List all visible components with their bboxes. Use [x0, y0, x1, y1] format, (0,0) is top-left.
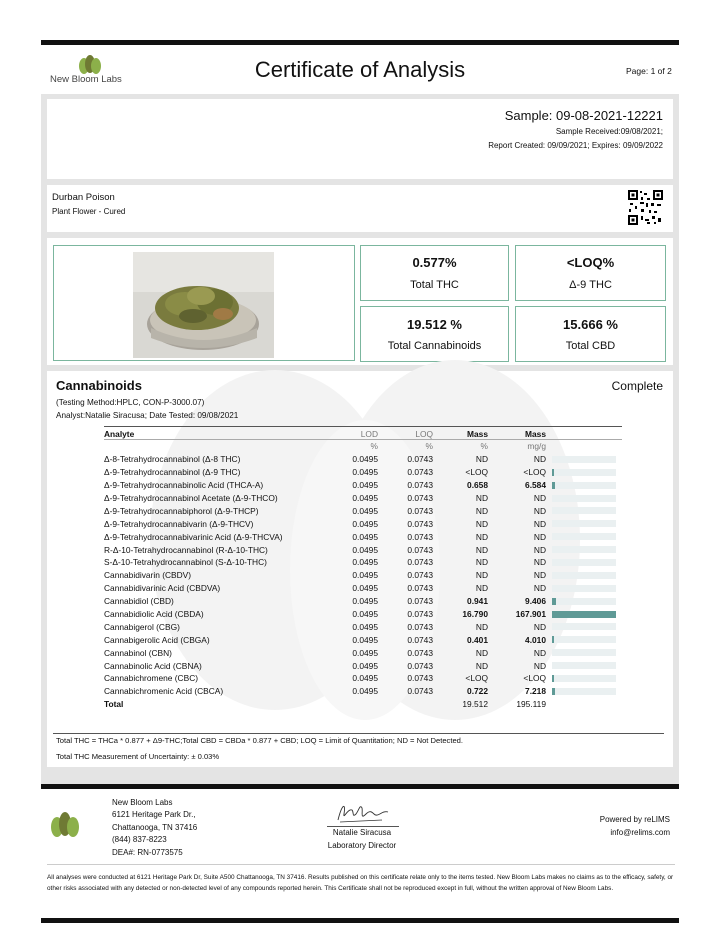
col-bar — [552, 427, 624, 440]
bottom-rule — [41, 918, 679, 923]
table-row — [104, 633, 624, 646]
mass-bar-cell — [552, 633, 624, 646]
stat-total-thc-label: Total THC — [410, 279, 459, 291]
lab-logo-text: New Bloom Labs — [50, 74, 122, 85]
unit-mass-pct: % — [480, 441, 488, 452]
signatory-name: Natalie Siracusa — [332, 828, 392, 837]
mass-mg-value: ND — [533, 570, 546, 581]
table-bottom-rule — [53, 733, 664, 734]
mass-bar-track — [552, 611, 616, 618]
mass-mg-value: ND — [533, 621, 546, 632]
mass-bar-cell — [552, 608, 624, 621]
table-header-row — [104, 427, 624, 440]
lab-address-street: 6121 Heritage Park Dr., — [112, 810, 196, 820]
loq-value: 0.0743 — [407, 686, 433, 697]
mass-pct-value: ND — [475, 531, 488, 542]
loq-value: 0.0743 — [407, 531, 433, 542]
mass-bar-track — [552, 585, 616, 592]
stat-total-cbd-label: Total CBD — [565, 340, 616, 352]
lod-value: 0.0495 — [352, 531, 378, 542]
table-row — [104, 530, 624, 543]
signature-line — [327, 826, 399, 827]
mass-pct-value: 0.941 — [467, 596, 488, 607]
analyte-name: Δ-9-Tetrahydrocannabiphorol (Δ-9-THCP) — [104, 505, 259, 516]
mass-bar-track — [552, 649, 616, 656]
mass-bar-cell — [552, 466, 624, 479]
mass-pct-value: ND — [475, 621, 488, 632]
mass-bar-track — [552, 636, 616, 643]
cannabinoids-table — [104, 427, 624, 711]
stat-total-thc-value: 0.577% — [412, 255, 457, 270]
sample-received: Sample Received:09/08/2021; — [555, 127, 663, 136]
analyte-name: Δ-8-Tetrahydrocannabinol (Δ-8 THC) — [104, 454, 241, 465]
mass-pct-value: ND — [475, 544, 488, 555]
col-analyte: Analyte — [104, 428, 135, 439]
table-row — [104, 453, 624, 466]
loq-value: 0.0743 — [407, 596, 433, 607]
table-row — [104, 543, 624, 556]
col-mass-pct: Mass — [467, 428, 488, 439]
footer-logo — [48, 810, 82, 840]
mass-bar-cell — [552, 646, 624, 659]
disclaimer: All analyses were conducted at 6121 Heritage Park Dr, Suite A500 Chattanooga, TN 37416. Results published on this certificate relate only to the items tested. New Bloom Labs makes no claims as to the efficacy, safety, or other risks associated with any detected or non-detected level of any compounds reported herein. This Certificate shall not be reproduced except in full, without the written approval of New Bloom Labs. — [47, 874, 674, 892]
loq-value: 0.0743 — [407, 480, 433, 491]
mass-mg-value: ND — [533, 505, 546, 516]
loq-value: 0.0743 — [407, 557, 433, 568]
lod-value: 0.0495 — [352, 686, 378, 697]
lod-value: 0.0495 — [352, 647, 378, 658]
analyte-name: Δ-9-Tetrahydrocannabinolic Acid (THCA-A) — [104, 480, 264, 491]
loq-value: 0.0743 — [407, 493, 433, 503]
mass-bar-cell — [552, 492, 624, 505]
mass-bar-cell — [552, 685, 624, 698]
stat-total-cbd-value: 15.666 % — [563, 317, 618, 332]
lab-address — [112, 797, 197, 859]
loq-value: 0.0743 — [407, 583, 433, 594]
document-title: Certificate of Analysis — [254, 57, 466, 82]
stat-total-cannabinoids-value: 19.512 % — [407, 317, 462, 332]
mass-bar-track — [552, 559, 616, 566]
mass-bar-track — [552, 533, 616, 540]
qr-code — [627, 189, 664, 226]
table-row — [104, 479, 624, 492]
lab-logo — [50, 54, 130, 86]
mass-mg-value: ND — [533, 647, 546, 658]
loq-value: 0.0743 — [407, 467, 433, 478]
analyte-name: Cannabinolic Acid (CBNA) — [104, 660, 202, 671]
mass-bar-fill — [552, 688, 555, 695]
mass-bar-track — [552, 469, 616, 476]
mass-pct-value: 0.722 — [467, 686, 488, 697]
table-units-row — [104, 440, 624, 453]
stat-total-thc — [360, 245, 509, 301]
lab-phone: (844) 837-8223 — [112, 835, 167, 845]
mass-bar-track — [552, 688, 616, 695]
mass-bar-track — [552, 623, 616, 630]
analyte-name: Cannabichromene (CBC) — [104, 673, 199, 684]
product-info-box — [47, 185, 673, 232]
powered-by: Powered by reLIMS — [599, 815, 670, 824]
mass-mg-value: ND — [533, 518, 546, 529]
analyte-name: R-Δ-10-Tetrahydrocannabinol (R-Δ-10-THC) — [104, 544, 268, 555]
lod-value: 0.0495 — [352, 621, 378, 632]
lod-value: 0.0495 — [352, 518, 378, 529]
analyte-name: Cannabidivarin (CBDV) — [104, 570, 192, 581]
sample-id: Sample: 09-08-2021-12221 — [504, 108, 663, 123]
analyte-name: Δ-9-Tetrahydrocannabinol (Δ-9 THC) — [104, 467, 241, 478]
mass-bar-cell — [552, 504, 624, 517]
analyte-name: Cannabigerol (CBG) — [104, 621, 180, 632]
analyte-name: Cannabichromenic Acid (CBCA) — [104, 686, 224, 697]
mass-pct-value: ND — [475, 660, 488, 671]
footer-rule — [41, 784, 679, 789]
mass-mg-value: ND — [533, 557, 546, 568]
loq-value: 0.0743 — [407, 570, 433, 581]
product-type: Plant Flower - Cured — [52, 207, 126, 216]
lab-address-city: Chattanooga, TN 37416 — [112, 822, 198, 832]
col-mass-mg: Mass — [525, 428, 546, 439]
mass-pct-value: ND — [475, 493, 488, 503]
analyst-info: Analyst:Natalie Siracusa; Date Tested: 09/08/2021 — [56, 411, 239, 420]
lod-value: 0.0495 — [352, 467, 378, 478]
mass-bar-cell — [552, 479, 624, 492]
mass-bar-track — [552, 662, 616, 669]
stat-d9-thc-value: <LOQ% — [566, 255, 615, 270]
table-row — [104, 672, 624, 685]
mass-bar-track — [552, 456, 616, 463]
lab-dea: DEA#: RN-0773575 — [112, 847, 183, 857]
powered-email: info@relims.com — [610, 828, 670, 837]
table-row — [104, 620, 624, 633]
mass-bar-cell — [552, 620, 624, 633]
analyte-name: Δ-9-Tetrahydrocannabinol Acetate (Δ-9-THCO) — [104, 493, 278, 503]
stat-d9-thc-label: Δ-9 THC — [569, 279, 612, 291]
mass-mg-value: 6.584 — [525, 480, 546, 491]
mass-bar-cell — [552, 595, 624, 608]
table-row — [104, 556, 624, 569]
footer-divider — [47, 864, 675, 865]
table-row — [104, 595, 624, 608]
mass-bar-cell — [552, 659, 624, 672]
unit-loq: % — [425, 441, 433, 452]
mass-pct-value: ND — [475, 557, 488, 568]
table-row — [104, 659, 624, 672]
loq-value: 0.0743 — [407, 660, 433, 671]
lab-address-name: New Bloom Labs — [112, 798, 173, 807]
sample-photo-image — [133, 252, 274, 358]
loq-value: 0.0743 — [407, 505, 433, 516]
report-dates: Report Created: 09/09/2021; Expires: 09/09/2022 — [488, 141, 663, 150]
mass-bar-track — [552, 572, 616, 579]
calculation-note: Total THC = THCa * 0.877 + Δ9-THC;Total CBD = CBDa * 0.877 + CBD; LOQ = Limit of Quantitation; ND = Not Detected. — [56, 736, 464, 745]
total-pct: 19.512 — [462, 699, 488, 710]
mass-pct-value: ND — [475, 518, 488, 529]
lod-value: 0.0495 — [352, 544, 378, 555]
mass-mg-value: 7.218 — [525, 686, 546, 697]
uncertainty-note: Total THC Measurement of Uncertainty: ± 0.03% — [56, 752, 220, 761]
mass-bar-fill — [552, 469, 554, 476]
lod-value: 0.0495 — [352, 454, 378, 465]
lod-value: 0.0495 — [352, 673, 378, 684]
mass-bar-fill — [552, 482, 555, 489]
lod-value: 0.0495 — [352, 634, 378, 645]
mass-bar-fill — [552, 675, 554, 682]
total-label: Total — [104, 699, 124, 710]
mass-bar-cell — [552, 530, 624, 543]
loq-value: 0.0743 — [407, 647, 433, 658]
mass-pct-value: <LOQ — [465, 673, 488, 684]
mass-mg-value: ND — [533, 544, 546, 555]
analyte-name: Δ-9-Tetrahydrocannabivarin (Δ-9-THCV) — [104, 518, 254, 529]
mass-bar-track — [552, 507, 616, 514]
table-row — [104, 608, 624, 621]
unit-mass-mg: mg/g — [527, 441, 546, 452]
mass-pct-value: 0.658 — [467, 480, 488, 491]
testing-method: (Testing Method:HPLC, CON-P-3000.07) — [56, 398, 205, 407]
table-row — [104, 466, 624, 479]
mass-mg-value: ND — [533, 583, 546, 594]
mass-mg-value: ND — [533, 493, 546, 503]
mass-mg-value: 167.901 — [515, 609, 546, 620]
mass-bar-cell — [552, 453, 624, 466]
stat-total-cannabinoids-label: Total Cannabinoids — [387, 340, 482, 352]
lod-value: 0.0495 — [352, 493, 378, 503]
loq-value: 0.0743 — [407, 621, 433, 632]
analyte-name: Cannabidiol (CBD) — [104, 596, 174, 607]
lod-value: 0.0495 — [352, 480, 378, 491]
table-row — [104, 492, 624, 505]
analyte-name: S-Δ-10-Tetrahydrocannabinol (S-Δ-10-THC) — [104, 557, 267, 568]
table-row — [104, 517, 624, 530]
mass-mg-value: <LOQ — [523, 467, 546, 478]
mass-pct-value: ND — [475, 454, 488, 465]
top-rule — [41, 40, 679, 45]
cannabinoids-title: Cannabinoids — [56, 378, 142, 393]
mass-bar-track — [552, 482, 616, 489]
mass-pct-value: ND — [475, 505, 488, 516]
mass-bar-cell — [552, 569, 624, 582]
stat-total-cannabinoids — [360, 306, 509, 362]
mass-mg-value: ND — [533, 454, 546, 465]
page-number: Page: 1 of 2 — [626, 66, 672, 76]
mass-pct-value: ND — [475, 647, 488, 658]
mass-bar-fill — [552, 636, 554, 643]
mass-mg-value: 4.010 — [525, 634, 546, 645]
lod-value: 0.0495 — [352, 609, 378, 620]
signature-image — [332, 800, 392, 826]
mass-pct-value: 0.401 — [467, 634, 488, 645]
mass-bar-track — [552, 546, 616, 553]
mass-bar-cell — [552, 517, 624, 530]
mass-bar-track — [552, 675, 616, 682]
table-total-row — [104, 698, 624, 711]
mass-bar-cell — [552, 672, 624, 685]
cannabinoids-status: Complete — [611, 379, 663, 393]
table-row — [104, 685, 624, 698]
loq-value: 0.0743 — [407, 634, 433, 645]
signatory-title: Laboratory Director — [327, 841, 397, 850]
signature — [332, 800, 392, 826]
mass-bar-track — [552, 598, 616, 605]
lab-logo-icon — [75, 54, 105, 76]
mass-mg-value: <LOQ — [523, 673, 546, 684]
lod-value: 0.0495 — [352, 557, 378, 568]
mass-mg-value: ND — [533, 660, 546, 671]
stat-total-cbd — [515, 306, 666, 362]
loq-value: 0.0743 — [407, 544, 433, 555]
mass-bar-track — [552, 520, 616, 527]
table-row — [104, 569, 624, 582]
mass-bar-fill — [552, 598, 556, 605]
mass-bar-fill — [552, 611, 616, 618]
footer-logo-icon — [48, 810, 82, 840]
sample-photo — [133, 252, 274, 358]
analyte-name: Cannabidivarinic Acid (CBDVA) — [104, 583, 221, 594]
analyte-name: Cannabigerolic Acid (CBGA) — [104, 634, 210, 645]
mass-bar-cell — [552, 543, 624, 556]
mass-pct-value: ND — [475, 583, 488, 594]
lod-value: 0.0495 — [352, 505, 378, 516]
loq-value: 0.0743 — [407, 518, 433, 529]
mass-bar-cell — [552, 582, 624, 595]
col-lod: LOD — [360, 428, 378, 439]
lod-value: 0.0495 — [352, 596, 378, 607]
unit-lod: % — [370, 441, 378, 452]
analyte-name: Cannabinol (CBN) — [104, 647, 172, 658]
mass-mg-value: 9.406 — [525, 596, 546, 607]
mass-mg-value: ND — [533, 531, 546, 542]
loq-value: 0.0743 — [407, 609, 433, 620]
qr-code-image — [627, 189, 664, 226]
table-row — [104, 582, 624, 595]
analyte-name: Cannabidiolic Acid (CBDA) — [104, 609, 204, 620]
stat-d9-thc — [515, 245, 666, 301]
loq-value: 0.0743 — [407, 673, 433, 684]
lod-value: 0.0495 — [352, 570, 378, 581]
mass-pct-value: 16.790 — [462, 609, 488, 620]
mass-pct-value: <LOQ — [465, 467, 488, 478]
analyte-name: Δ-9-Tetrahydrocannabivarinic Acid (Δ-9-THCVA) — [104, 531, 283, 542]
product-name: Durban Poison — [52, 192, 115, 203]
lod-value: 0.0495 — [352, 660, 378, 671]
mass-bar-cell — [552, 556, 624, 569]
mass-bar-track — [552, 495, 616, 502]
table-row — [104, 646, 624, 659]
loq-value: 0.0743 — [407, 454, 433, 465]
lod-value: 0.0495 — [352, 583, 378, 594]
col-loq: LOQ — [415, 428, 433, 439]
table-row — [104, 504, 624, 517]
total-mg: 195.119 — [516, 699, 546, 710]
mass-pct-value: ND — [475, 570, 488, 581]
